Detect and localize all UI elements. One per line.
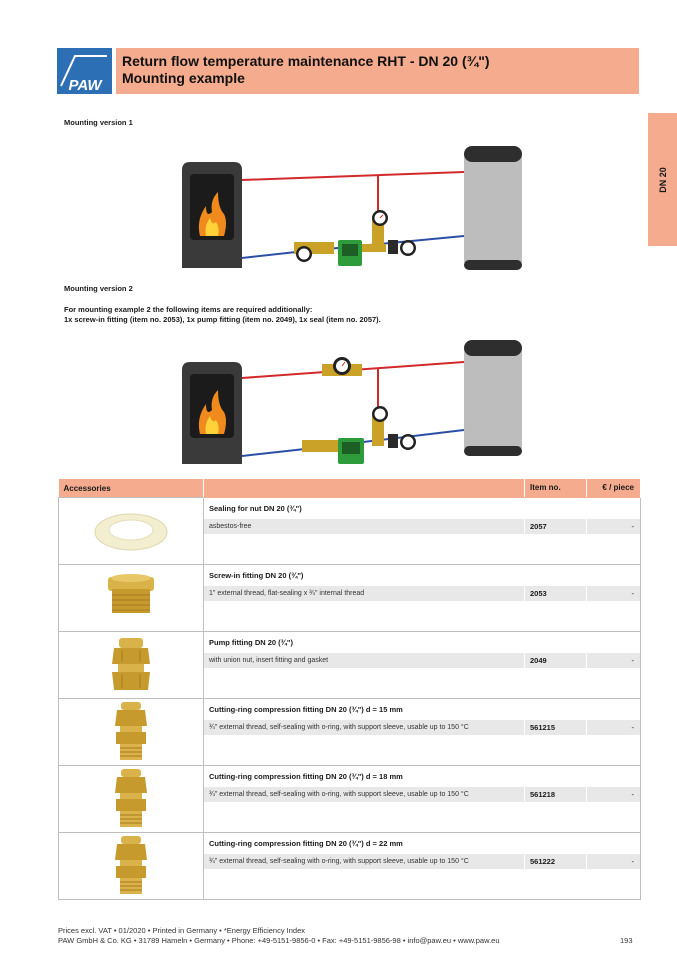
seal-ring-icon	[86, 502, 176, 558]
product-description: asbestos-free	[209, 522, 252, 530]
paw-logo-mark	[57, 48, 112, 94]
product-description: 1" external thread, flat-sealing x ¾" internal thread	[209, 590, 365, 597]
logo-text: PAW	[68, 77, 102, 94]
product-image-cell	[59, 632, 204, 699]
price: -	[586, 720, 640, 735]
storage-tank-icon	[464, 340, 522, 456]
table-header-row	[59, 479, 641, 498]
table-row	[59, 565, 641, 632]
price: -	[586, 854, 640, 869]
product-description: ¾" external thread, self-sealing with o-ring, with support sleeve, usable up to 150 °C	[209, 858, 469, 865]
product-title: Cutting-ring compression fitting DN 20 (¾") d = 22 mm	[209, 839, 403, 848]
section-tab	[648, 113, 677, 246]
mounting-version-1-label: Mounting version 1	[64, 118, 133, 127]
price-column-header: € / piece	[586, 479, 640, 497]
flow-pipe	[242, 172, 464, 180]
product-title: Sealing for nut DN 20 (¾")	[209, 503, 302, 513]
price: -	[586, 653, 640, 668]
page-footer	[58, 926, 500, 946]
section-tab-label: DN 20	[657, 166, 668, 193]
compression-fitting-icon	[101, 767, 161, 829]
page-header	[116, 48, 639, 94]
footer-line-1: Prices excl. VAT • 01/2020 • Printed in Germany • *Energy Efficiency Index	[58, 926, 306, 935]
paw-logo	[57, 48, 112, 94]
product-image-cell	[59, 498, 204, 565]
product-description: ¾" external thread, self-sealing with o-ring, with support sleeve, usable up to 150 °C	[209, 791, 469, 798]
item-number: 2053	[524, 586, 586, 601]
item-number: 561222	[524, 854, 586, 869]
page-number: 193	[620, 936, 633, 945]
item-number: 2057	[524, 519, 586, 534]
footer-line-2: PAW GmbH & Co. KG • 31789 Hameln • Germany • Phone: +49-5151-9856-0 • Fax: +49-5151-9856-98 • info@paw.eu • www.paw.eu	[58, 936, 500, 945]
item-number: 561218	[524, 787, 586, 802]
table-row	[59, 833, 641, 900]
table-row	[59, 699, 641, 766]
item-number: 2049	[524, 653, 586, 668]
product-description: with union nut, insert fitting and gasket	[209, 657, 329, 664]
table-row	[59, 498, 641, 565]
product-image-cell	[59, 833, 204, 900]
product-title: Pump fitting DN 20 (¾")	[209, 638, 293, 647]
product-image-cell	[59, 565, 204, 632]
mounting-version-2-label: Mounting version 2	[64, 284, 133, 293]
page-title: Return flow temperature maintenance RHT - DN 20 (¾")	[122, 53, 490, 69]
product-title: Cutting-ring compression fitting DN 20 (¾") d = 18 mm	[209, 772, 403, 781]
table-row	[59, 766, 641, 833]
mounting-diagram-2	[176, 334, 528, 469]
storage-tank-icon	[464, 146, 522, 270]
product-description: ¾" external thread, self-sealing with o-ring, with support sleeve, usable up to 150 °C	[209, 724, 469, 731]
compression-fitting-icon	[101, 834, 161, 896]
item-no-column-header: Item no.	[524, 479, 586, 497]
price: -	[586, 586, 640, 601]
mounting-note-line-2: 1x screw-in fitting (item no. 2053), 1x pump fitting (item no. 2049), 1x seal (item no. 2057).	[64, 315, 381, 324]
page-subtitle: Mounting example	[122, 70, 245, 86]
product-title: Screw-in fitting DN 20 (¾")	[209, 571, 304, 580]
product-title: Cutting-ring compression fitting DN 20 (¾") d = 15 mm	[209, 705, 403, 714]
compression-fitting-icon	[101, 700, 161, 762]
accessories-table	[58, 479, 641, 900]
item-number: 561215	[524, 720, 586, 735]
price: -	[586, 787, 640, 802]
pump-fitting-icon	[86, 634, 176, 694]
accessories-column-header: Accessories	[59, 479, 204, 498]
product-image-cell	[59, 699, 204, 766]
mounting-note-line-1: For mounting example 2 the following items are required additionally:	[64, 305, 313, 314]
screw-in-fitting-icon	[86, 569, 176, 625]
product-image-cell	[59, 766, 204, 833]
price: -	[586, 519, 640, 534]
mounting-diagram-1	[176, 140, 528, 275]
table-row	[59, 632, 641, 699]
